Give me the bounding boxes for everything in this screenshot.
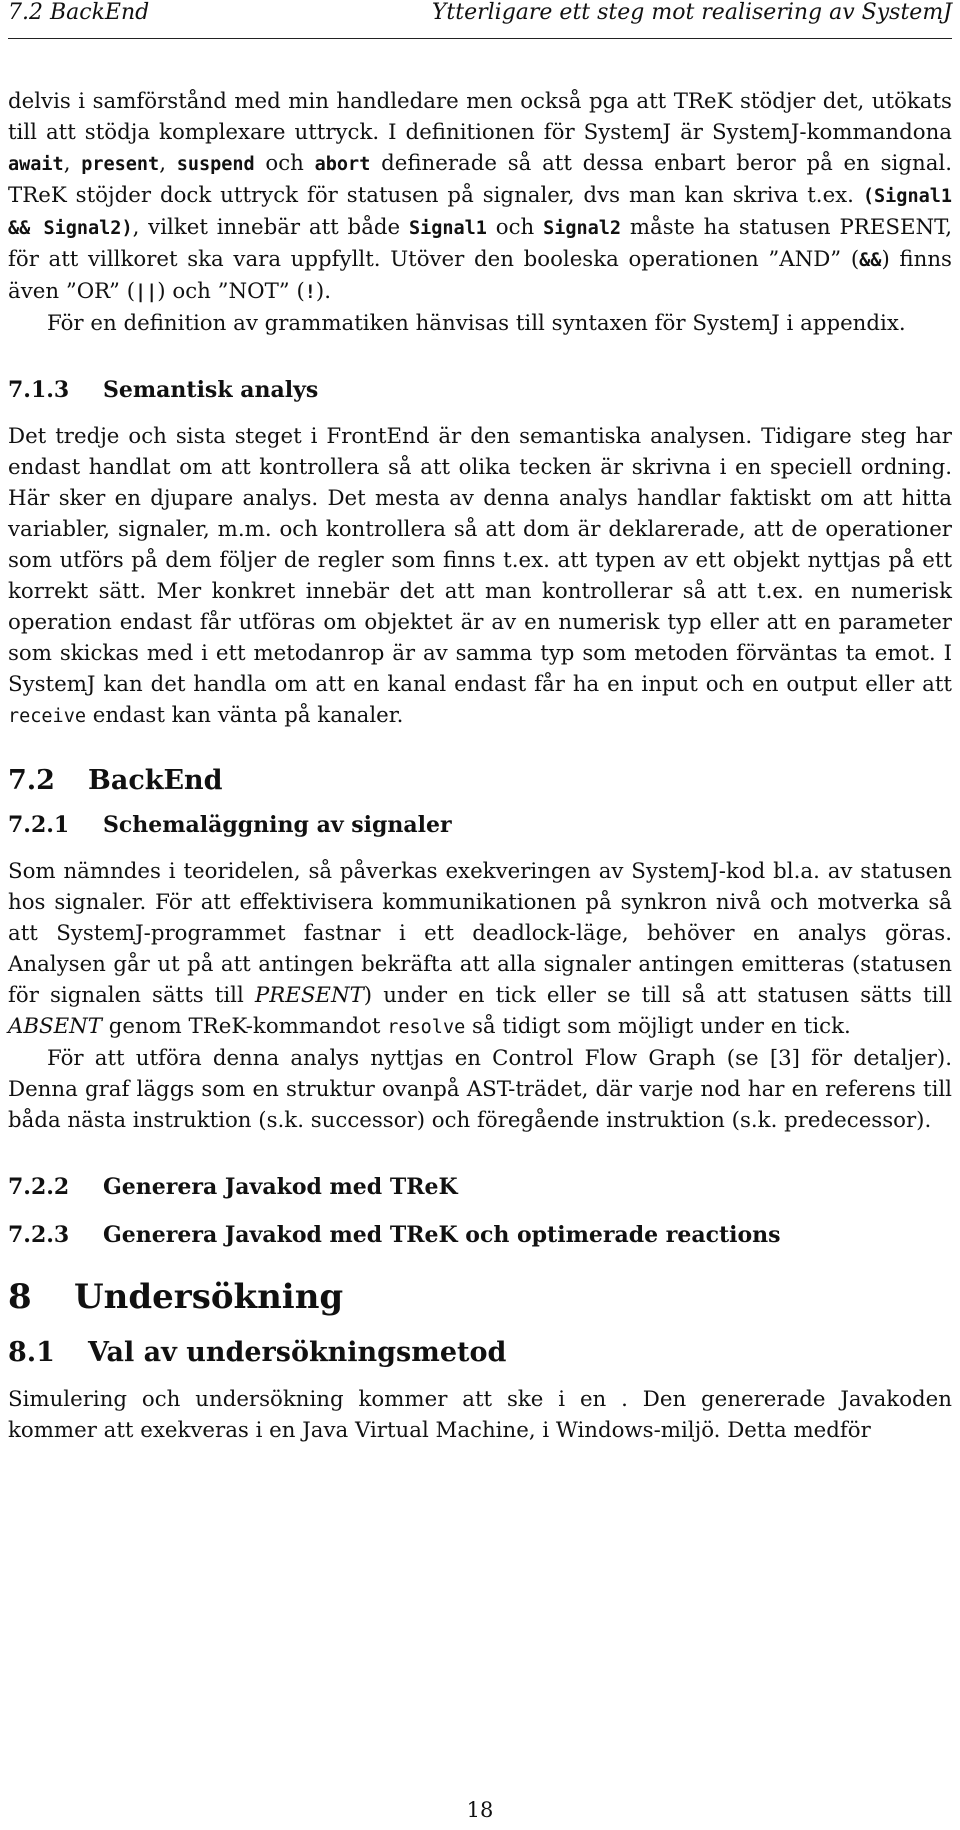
heading-7-2-2: 7.2.2 Generera Javakod med TReK [8,1174,458,1200]
paragraph-grammar-reference: För en definition av grammatiken hänvisas till syntaxen för SystemJ i appendix. [47,311,906,336]
document-page [8,0,952,1830]
paragraph-control-flow-graph: För att utföra denna analys nyttjas en Control Flow Graph (se [3] för detaljer). Denna graf läggs som en struktur ovanpå AST-trädet, där varje nod har en referens till båda nästa instruktion (s.k. successor) och föregående instruktion (s.k. predecessor). [8,1046,952,1133]
header-section-label: 7.2 BackEnd [8,0,150,25]
running-header [8,0,952,26]
heading-7-2: 7.2 BackEnd [8,765,223,796]
header-rule [8,38,952,39]
paragraph-signal-expressions: delvis i samförstånd med min handledare men också pga att TReK stödjer det, utökats till att stödja komplexare uttryck. I definitionen för SystemJ är SystemJ-kommandona await, present, suspend och abort definerade så att dessa enbart beror på en signal. TReK stöjder dock uttryck för statusen på signaler, dvs man kan skriva t.ex. (Signal1 && Signal2), vilket innebär att både Signal1 och Signal2 måste ha statusen PRESENT, för att villkoret ska vara uppfyllt. Utöver den booleska operationen ”AND” (&&) finns även ”OR” (||) och ”NOT” (!). [8,89,952,304]
heading-7-2-3: 7.2.3 Generera Javakod med TReK och optimerade reactions [8,1222,781,1248]
paragraph-signal-scheduling: Som nämndes i teoridelen, så påverkas exekveringen av SystemJ-kod bl.a. av statusen hos signaler. För att effektivisera kommunikationen på synkron nivå och motverka så att SystemJ-programmet fastnar i ett deadlock-läge, behöver en analys göras. Analysen går ut på att antingen bekräfta att alla signaler antingen emitteras (statusen för signalen sätts till PRESENT) under en tick eller se till så att statusen sätts till ABSENT genom TReK-kommandot resolve så tidigt som möjligt under en tick. [8,859,953,1039]
paragraph-semantic-analysis: Det tredje och sista steget i FrontEnd är den semantiska analysen. Tidigare steg har endast handlat om att kontrollera så att olika tecken är skrivna i en speciell ordning. Här sker en djupare analys. Det mesta av denna analys handlar faktiskt om att hitta variabler, signaler, m.m. och kontrollera så att dom är deklarerade, att de operationer som utförs på dem följer de regler som finns t.ex. att typen av ett objekt nyttjas på ett korrekt sätt. Mer konkret innebär det att man kontrollerar så att t.ex. en numerisk operation endast får utföras om objektet är av en numerisk typ eller att en parameter som skickas med i ett metodanrop är av samma typ som metoden förväntas ta emot. I SystemJ kan det handla om att en kanal endast får ha en input och en output eller att receive endast kan vänta på kanaler. [8,424,952,728]
page-body [8,86,952,1446]
heading-7-1-3: 7.1.3 Semantisk analys [8,377,319,403]
heading-chapter-8: 8 Undersökning [8,1277,344,1317]
heading-7-2-1: 7.2.1 Schemaläggning av signaler [8,812,452,838]
page-number: 18 [466,1798,494,1822]
heading-8-1: 8.1 Val av undersökningsmetod [8,1337,507,1368]
header-chapter-title: Ytterligare ett steg mot realisering av SystemJ [431,0,952,25]
paragraph-simulation: Simulering och undersökning kommer att ske i en . Den genererade Javakoden kommer att exekveras i en Java Virtual Machine, i Windows-miljö. Detta medför [8,1387,952,1443]
